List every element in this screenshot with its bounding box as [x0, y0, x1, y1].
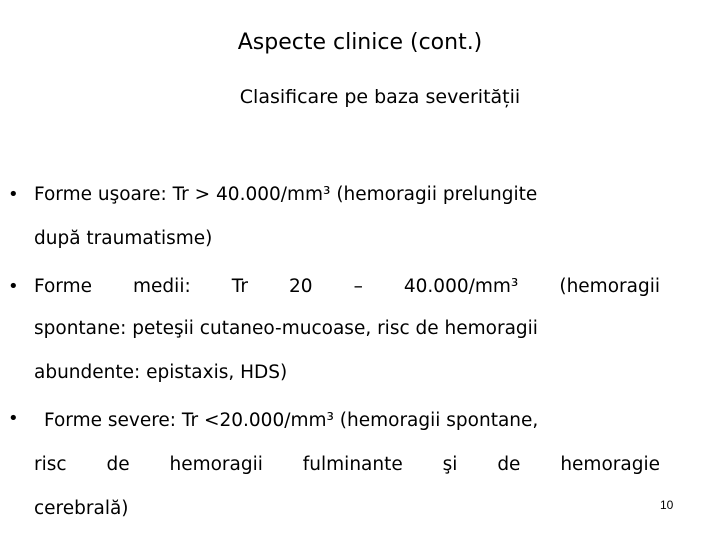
- word: 40.000/mm³: [403, 276, 519, 297]
- slide-subtitle: Clasificare pe baza severității: [239, 86, 521, 108]
- bullet-marker: •: [8, 408, 19, 429]
- page-number: 10: [660, 498, 674, 512]
- bullet-1-line-2: după traumatisme): [34, 228, 213, 249]
- word: (hemoragii: [559, 276, 660, 297]
- slide-title: Aspecte clinice (cont.): [237, 30, 483, 55]
- word: risc: [34, 454, 67, 475]
- bullet-3-line-3: cerebrală): [34, 498, 129, 519]
- word: medii:: [133, 276, 191, 297]
- bullet-2-line-1: [34, 276, 660, 297]
- word: hemoragie: [560, 454, 660, 475]
- bullet-2-line-2: spontane: peteşii cutaneo-mucoase, risc de hemoragii: [34, 318, 538, 339]
- bullet-3-line-1: Forme severe: Tr <20.000/mm³ (hemoragii spontane,: [44, 410, 539, 431]
- bullet-marker: •: [8, 276, 19, 297]
- bullet-marker: •: [8, 184, 19, 205]
- bullet-3-line-2: [34, 454, 660, 475]
- word: Tr: [231, 276, 248, 297]
- word: de: [106, 454, 130, 475]
- word: şi: [442, 454, 458, 475]
- word: hemoragii: [169, 454, 263, 475]
- word: Forme: [34, 276, 92, 297]
- word: de: [497, 454, 521, 475]
- word: fulminante: [302, 454, 403, 475]
- bullet-1-line-1: Forme uşoare: Tr > 40.000/mm³ (hemoragii prelungite: [34, 184, 538, 205]
- word: 20: [288, 276, 313, 297]
- bullet-2-line-3: abundente: epistaxis, HDS): [34, 362, 288, 383]
- word: –: [353, 276, 363, 297]
